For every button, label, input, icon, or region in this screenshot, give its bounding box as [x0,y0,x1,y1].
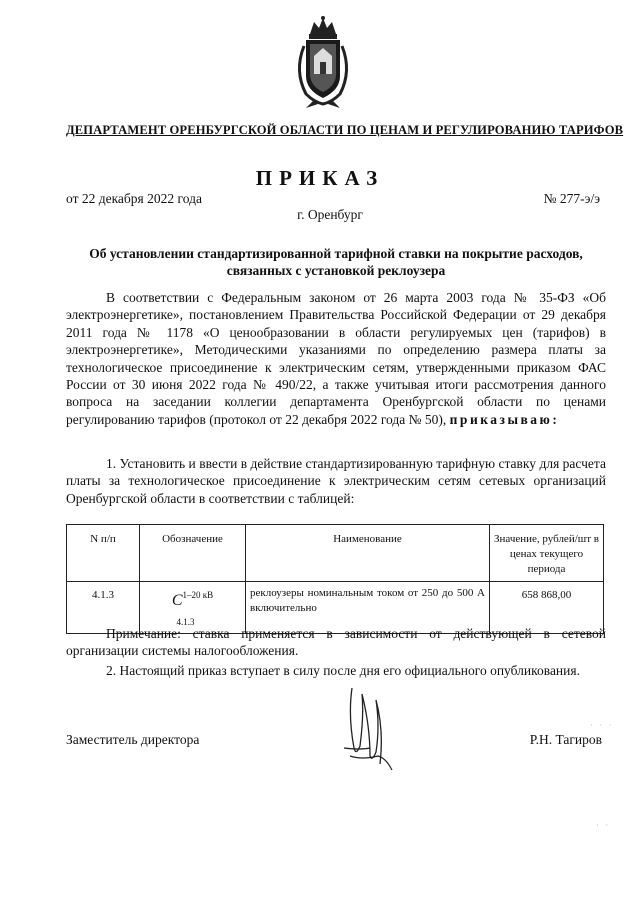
body-paragraph-2: 1. Установить и ввести в действие стандартизированную тарифную ставку для расчета платы за технологическое присоединение к электрическим сетям сетевых организаций Оренбургской области в соответствии с таблицей: [66,456,606,506]
header-value: Значение, рублей/шт в ценах текущего периода [490,525,604,582]
order-number: № 277-э/э [543,191,600,206]
rate-symbol: C [171,592,183,609]
table-header-row [67,525,604,582]
cell-name: реклоузеры номинальным током от 250 до 500 А включительно [246,582,490,634]
document-title: ПРИКАЗ [255,166,385,190]
signer-name: Р.Н. Тагиров [529,732,602,747]
coat-of-arms-icon [292,16,354,110]
order-word: приказываю: [449,411,560,427]
rate-symbol-subscript: 4.1.3 [176,617,195,627]
header-designation: Обозначение [140,525,246,582]
tariff-table [66,524,604,634]
signer-title: Заместитель директора [66,732,200,747]
cell-value: 658 868,00 [490,582,604,634]
scan-artifact: · · [596,820,611,830]
header-name: Наименование [246,525,490,582]
order-date: от 22 декабря 2022 года [66,191,202,206]
order-city: г. Оренбург [297,207,363,222]
scan-artifact: · · · [590,720,614,730]
order-subject: Об установлении стандартизированной тарифной ставки на покрытие расходов, связанных с установкой реклоузера [89,246,583,278]
department-name: ДЕПАРТАМЕНТ ОРЕНБУРГСКОЙ ОБЛАСТИ ПО ЦЕНАМ И РЕГУЛИРОВАНИЮ ТАРИФОВ [66,123,624,137]
header-number: N п/п [67,525,140,582]
paragraph-1-text: В соответствии с Федеральным законом от 26 марта 2003 года № 35-ФЗ «Об электроэнергетике», постановлением Правительства Российской Федерации от 29 декабря 2011 года № 1178 «О ценообразовании в области регулируемых цен (тарифов) в электроэнергетике», Методическими указаниями по определению размера платы за технологическое присоединение к электрическим сетям, утвержденными приказом ФАС России от 30 июня 2022 года № 490/22, а также учитывая итоги рассмотрения данного вопроса на заседании коллегии департамента Оренбургской области по ценами регулированию тарифов (протокол от 22 декабря 2022 года № 50), [66,290,606,427]
handwritten-signature [340,686,396,776]
body-paragraph-3: 2. Настоящий приказ вступает в силу после дня его официального опубликования. [106,663,580,678]
table-note: Примечание: ставка применяется в зависимости от действующей в сетевой организации системы налогообложения. [66,626,606,659]
cell-number: 4.1.3 [67,582,140,634]
body-paragraph-1 [66,289,606,428]
rate-symbol-superscript: 1–20 кВ [182,590,214,600]
